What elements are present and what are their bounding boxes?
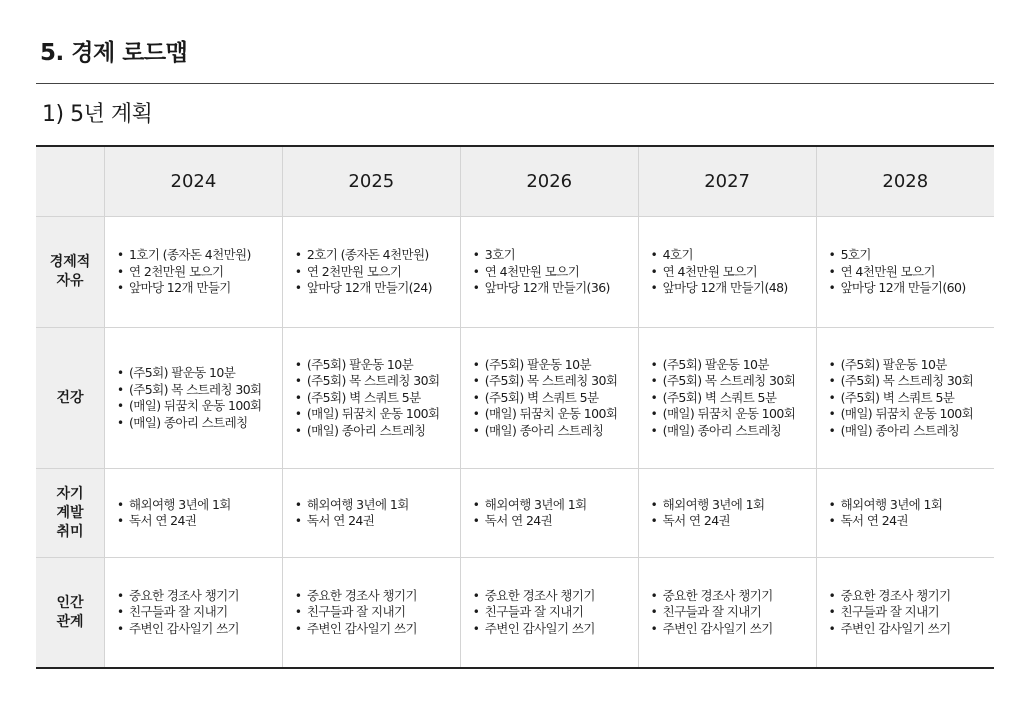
plan-item [471, 423, 638, 440]
plan-cell [282, 328, 460, 469]
plan-item [115, 415, 282, 432]
plan-item [827, 497, 994, 514]
year-header: 2027 [638, 146, 816, 217]
plan-item-text: (주5회) 벽 스쿼트 5분 [662, 389, 777, 405]
plan-item [293, 406, 460, 423]
plan-item-text: (주5회) 팔운동 10분 [306, 356, 414, 372]
plan-item-text: 주변인 감사일기 쓰기 [306, 620, 417, 636]
bullet-icon: • [117, 605, 124, 620]
plan-item-text: 3호기 [484, 247, 516, 263]
plan-item-text: (주5회) 벽 스쿼트 5분 [484, 389, 599, 405]
plan-item-text: 해외여행 3년에 1회 [306, 496, 409, 512]
bullet-icon: • [472, 281, 480, 296]
bullet-icon: • [828, 605, 836, 620]
plan-cell [282, 217, 460, 328]
row-header-line: 계발 [56, 504, 84, 521]
plan-item [293, 588, 460, 605]
row-header [36, 217, 105, 328]
plan-cell [460, 217, 638, 328]
plan-cell [105, 469, 283, 558]
row-header-line: 자유 [56, 273, 84, 289]
bullet-icon: • [117, 588, 124, 603]
bullet-icon: • [828, 497, 836, 512]
plan-item [649, 513, 816, 530]
roadmap-table [36, 145, 994, 669]
plan-item [471, 604, 638, 621]
header-row [36, 146, 994, 217]
plan-item-text: (주5회) 목 스트레칭 30회 [662, 373, 796, 389]
plan-item [293, 423, 460, 440]
bullet-icon: • [828, 621, 836, 636]
plan-item-text: (주5회) 팔운동 10분 [484, 356, 591, 372]
plan-cell [816, 217, 994, 328]
plan-item-text: 친구들과 잘 지내기 [840, 604, 940, 620]
bullet-icon: • [117, 399, 124, 413]
plan-item [471, 280, 638, 297]
bullet-icon: • [828, 588, 836, 603]
plan-item [471, 373, 638, 390]
bullet-icon: • [650, 390, 658, 405]
plan-item-text: 앞마당 12개 만들기 [129, 280, 231, 296]
plan-item [293, 247, 460, 264]
year-header: 2024 [105, 146, 283, 217]
plan-cell [638, 217, 816, 328]
plan-cell [638, 328, 816, 469]
bullet-icon: • [117, 621, 124, 636]
plan-item-text: 독서 연 24권 [306, 513, 375, 528]
plan-item-text: 2호기 (종자돈 4천만원) [306, 247, 429, 263]
bullet-icon: • [117, 514, 124, 528]
plan-item [827, 390, 994, 407]
bullet-icon: • [650, 407, 658, 422]
plan-item-text: 연 2천만원 모으기 [306, 263, 402, 279]
plan-item [115, 497, 282, 514]
plan-cell [816, 328, 994, 469]
plan-item-text: 친구들과 잘 지내기 [662, 604, 762, 620]
plan-item [827, 264, 994, 281]
plan-item [293, 264, 460, 281]
plan-item [293, 280, 460, 297]
plan-item-text: 중요한 경조사 챙기기 [306, 587, 417, 603]
plan-item [827, 247, 994, 264]
plan-list [283, 497, 460, 530]
plan-list [461, 357, 638, 440]
bullet-icon: • [650, 374, 658, 389]
plan-item [115, 264, 282, 281]
plan-item [115, 588, 282, 605]
table-body [36, 217, 994, 669]
bullet-icon: • [828, 514, 836, 528]
bullet-icon: • [650, 621, 658, 636]
bullet-icon: • [294, 264, 302, 279]
plan-item [115, 398, 282, 415]
row-header-line: 경제적 [49, 254, 91, 270]
plan-cell [460, 469, 638, 558]
plan-item-text: 중요한 경조사 챙기기 [840, 587, 951, 603]
plan-item [827, 621, 994, 638]
plan-list [817, 497, 994, 530]
bullet-icon: • [294, 390, 302, 405]
plan-item [649, 497, 816, 514]
plan-item [293, 373, 460, 390]
plan-item-text: (매일) 종아리 스트레칭 [484, 422, 604, 438]
plan-list [817, 588, 994, 638]
bullet-icon: • [650, 281, 658, 296]
year-header: 2028 [816, 146, 994, 217]
plan-item [471, 497, 638, 514]
plan-item [649, 247, 816, 264]
plan-cell [816, 469, 994, 558]
bullet-icon: • [294, 514, 302, 528]
plan-item [115, 365, 282, 382]
plan-item [827, 357, 994, 374]
plan-item-text: 연 2천만원 모으기 [129, 263, 224, 279]
plan-item [649, 406, 816, 423]
plan-item [827, 604, 994, 621]
bullet-icon: • [117, 415, 124, 430]
plan-list [461, 497, 638, 530]
plan-list [817, 357, 994, 440]
bullet-icon: • [472, 248, 480, 263]
plan-item-text: (주5회) 벽 스쿼트 5분 [840, 389, 955, 405]
plan-item [649, 264, 816, 281]
plan-item-text: (주5회) 벽 스쿼트 5분 [306, 389, 421, 405]
table-row [36, 469, 994, 558]
plan-list [461, 247, 638, 297]
row-header-line: 건강 [56, 389, 84, 406]
plan-cell [282, 558, 460, 669]
plan-item [293, 604, 460, 621]
bullet-icon: • [650, 605, 658, 620]
plan-item-text: 친구들과 잘 지내기 [306, 604, 406, 620]
plan-item-text: 해외여행 3년에 1회 [840, 496, 943, 512]
plan-item [293, 513, 460, 530]
plan-item-text: 1호기 (종자돈 4천만원) [129, 247, 251, 263]
plan-item-text: (주5회) 목 스트레칭 30회 [306, 373, 440, 389]
plan-item [827, 280, 994, 297]
bullet-icon: • [117, 366, 124, 380]
bullet-icon: • [472, 357, 480, 372]
bullet-icon: • [828, 248, 836, 263]
bullet-icon: • [472, 605, 480, 620]
plan-cell [105, 328, 283, 469]
plan-cell [105, 217, 283, 328]
row-header-line: 인간 [56, 594, 84, 611]
plan-list [639, 588, 816, 638]
bullet-icon: • [472, 374, 480, 389]
plan-cell [460, 328, 638, 469]
plan-item [115, 513, 282, 530]
plan-item [293, 357, 460, 374]
bullet-icon: • [294, 281, 302, 296]
plan-item-text: (주5회) 목 스트레칭 30회 [840, 373, 974, 389]
bullet-icon: • [828, 264, 836, 279]
plan-item-text: (매일) 뒤꿈치 운동 100회 [484, 406, 618, 422]
plan-item-text: 독서 연 24권 [662, 513, 731, 528]
plan-list [105, 588, 282, 638]
plan-item-text: 앞마당 12개 만들기(24) [306, 280, 432, 296]
plan-item [649, 588, 816, 605]
row-header-line: 취미 [56, 523, 84, 540]
plan-item-text: (매일) 종아리 스트레칭 [306, 422, 426, 438]
plan-item-text: 주변인 감사일기 쓰기 [484, 620, 595, 636]
plan-item-text: 연 4천만원 모으기 [662, 263, 758, 279]
plan-item [471, 390, 638, 407]
plan-list [105, 247, 282, 297]
bullet-icon: • [472, 407, 480, 422]
bullet-icon: • [294, 374, 302, 389]
plan-item-text: (매일) 뒤꿈치 운동 100회 [306, 406, 440, 422]
plan-item-text: (주5회) 팔운동 10분 [129, 365, 236, 380]
page-title: 5. 경제 로드맵 [40, 40, 188, 66]
plan-cell [816, 558, 994, 669]
plan-item-text: 해외여행 3년에 1회 [129, 496, 231, 512]
plan-item [471, 357, 638, 374]
bullet-icon: • [650, 264, 658, 279]
bullet-icon: • [294, 248, 302, 263]
plan-item-text: 앞마당 12개 만들기(48) [662, 280, 788, 296]
plan-item [471, 247, 638, 264]
plan-list [639, 497, 816, 530]
plan-list [105, 365, 282, 431]
row-header-line: 자기 [56, 485, 84, 502]
bullet-icon: • [472, 497, 480, 512]
bullet-icon: • [117, 382, 124, 397]
bullet-icon: • [294, 407, 302, 422]
plan-item [471, 264, 638, 281]
plan-item-text: (매일) 종아리 스트레칭 [840, 422, 960, 438]
plan-item [827, 423, 994, 440]
bullet-icon: • [294, 621, 302, 636]
bullet-icon: • [650, 588, 658, 603]
bullet-icon: • [294, 423, 302, 438]
plan-list [461, 588, 638, 638]
plan-item [827, 406, 994, 423]
year-header: 2026 [460, 146, 638, 217]
plan-item-text: (매일) 종아리 스트레칭 [129, 414, 248, 430]
bullet-icon: • [650, 248, 658, 263]
title-divider [36, 83, 994, 84]
plan-item [471, 513, 638, 530]
bullet-icon: • [294, 497, 302, 512]
plan-item [115, 280, 282, 297]
bullet-icon: • [294, 357, 302, 372]
plan-item-text: 주변인 감사일기 쓰기 [662, 620, 773, 636]
bullet-icon: • [117, 497, 124, 512]
plan-item-text: 독서 연 24권 [484, 513, 553, 528]
plan-item-text: 5호기 [840, 247, 871, 263]
year-header: 2025 [282, 146, 460, 217]
plan-item-text: (주5회) 목 스트레칭 30회 [484, 373, 618, 389]
plan-item-text: 독서 연 24권 [840, 513, 908, 528]
plan-item [827, 588, 994, 605]
plan-item-text: 주변인 감사일기 쓰기 [129, 620, 240, 636]
plan-item [649, 280, 816, 297]
plan-item-text: 주변인 감사일기 쓰기 [840, 620, 951, 636]
plan-item [471, 406, 638, 423]
bullet-icon: • [472, 588, 480, 603]
bullet-icon: • [472, 423, 480, 438]
bullet-icon: • [650, 497, 658, 512]
row-header [36, 469, 105, 558]
plan-item-text: 연 4천만원 모으기 [484, 263, 580, 279]
plan-item-text: 중요한 경조사 챙기기 [662, 587, 773, 603]
plan-list [817, 247, 994, 297]
plan-item-text: 친구들과 잘 지내기 [484, 604, 584, 620]
bullet-icon: • [828, 357, 836, 372]
bullet-icon: • [472, 621, 480, 636]
bullet-icon: • [650, 514, 658, 528]
plan-item-text: 중요한 경조사 챙기기 [484, 587, 595, 603]
plan-item [115, 247, 282, 264]
plan-cell [282, 469, 460, 558]
bullet-icon: • [472, 390, 480, 405]
plan-cell [460, 558, 638, 669]
plan-list [639, 357, 816, 440]
plan-item-text: 해외여행 3년에 1회 [662, 496, 765, 512]
table-row [36, 558, 994, 669]
bullet-icon: • [294, 605, 302, 620]
plan-item-text: (주5회) 목 스트레칭 30회 [129, 381, 262, 397]
plan-item-text: 친구들과 잘 지내기 [129, 604, 228, 620]
bullet-icon: • [117, 248, 124, 263]
plan-item [649, 390, 816, 407]
bullet-icon: • [472, 514, 480, 528]
bullet-icon: • [828, 374, 836, 389]
bullet-icon: • [828, 423, 836, 438]
plan-item-text: 해외여행 3년에 1회 [484, 496, 587, 512]
plan-item-text: (매일) 뒤꿈치 운동 100회 [129, 398, 262, 413]
plan-item [649, 604, 816, 621]
plan-item-text: (주5회) 팔운동 10분 [840, 356, 947, 372]
plan-item [827, 513, 994, 530]
bullet-icon: • [117, 281, 124, 296]
plan-list [283, 247, 460, 297]
plan-list [283, 357, 460, 440]
plan-item-text: (주5회) 팔운동 10분 [662, 356, 769, 372]
bullet-icon: • [117, 264, 124, 279]
row-header-line: 관계 [56, 613, 84, 630]
bullet-icon: • [828, 281, 836, 296]
plan-item-text: 중요한 경조사 챙기기 [129, 587, 240, 603]
plan-cell [638, 558, 816, 669]
bullet-icon: • [294, 588, 302, 603]
plan-item [115, 382, 282, 399]
row-header [36, 328, 105, 469]
plan-item-text: 앞마당 12개 만들기(36) [484, 280, 610, 296]
plan-item-text: 연 4천만원 모으기 [840, 263, 935, 279]
plan-list [283, 588, 460, 638]
bullet-icon: • [472, 264, 480, 279]
plan-item [827, 373, 994, 390]
plan-item [649, 621, 816, 638]
corner-cell [36, 146, 105, 217]
plan-item [293, 390, 460, 407]
plan-item [293, 621, 460, 638]
bullet-icon: • [828, 390, 836, 405]
table-row [36, 328, 994, 469]
row-header [36, 558, 105, 669]
plan-item [649, 357, 816, 374]
plan-item-text: (매일) 뒤꿈치 운동 100회 [662, 406, 796, 422]
plan-item [115, 621, 282, 638]
plan-item [649, 423, 816, 440]
table-row [36, 217, 994, 328]
plan-item [649, 373, 816, 390]
plan-list [639, 247, 816, 297]
bullet-icon: • [650, 357, 658, 372]
bullet-icon: • [650, 423, 658, 438]
plan-item-text: (매일) 뒤꿈치 운동 100회 [840, 406, 974, 422]
section-title: 1) 5년 계획 [42, 102, 153, 127]
plan-item-text: 독서 연 24권 [129, 513, 197, 528]
plan-item-text: 4호기 [662, 247, 693, 263]
plan-item-text: (매일) 종아리 스트레칭 [662, 422, 782, 438]
plan-item [115, 604, 282, 621]
plan-item-text: 앞마당 12개 만들기(60) [840, 280, 966, 296]
plan-cell [638, 469, 816, 558]
plan-cell [105, 558, 283, 669]
plan-item [471, 588, 638, 605]
plan-item [471, 621, 638, 638]
plan-list [105, 497, 282, 530]
bullet-icon: • [828, 407, 836, 422]
plan-item [293, 497, 460, 514]
